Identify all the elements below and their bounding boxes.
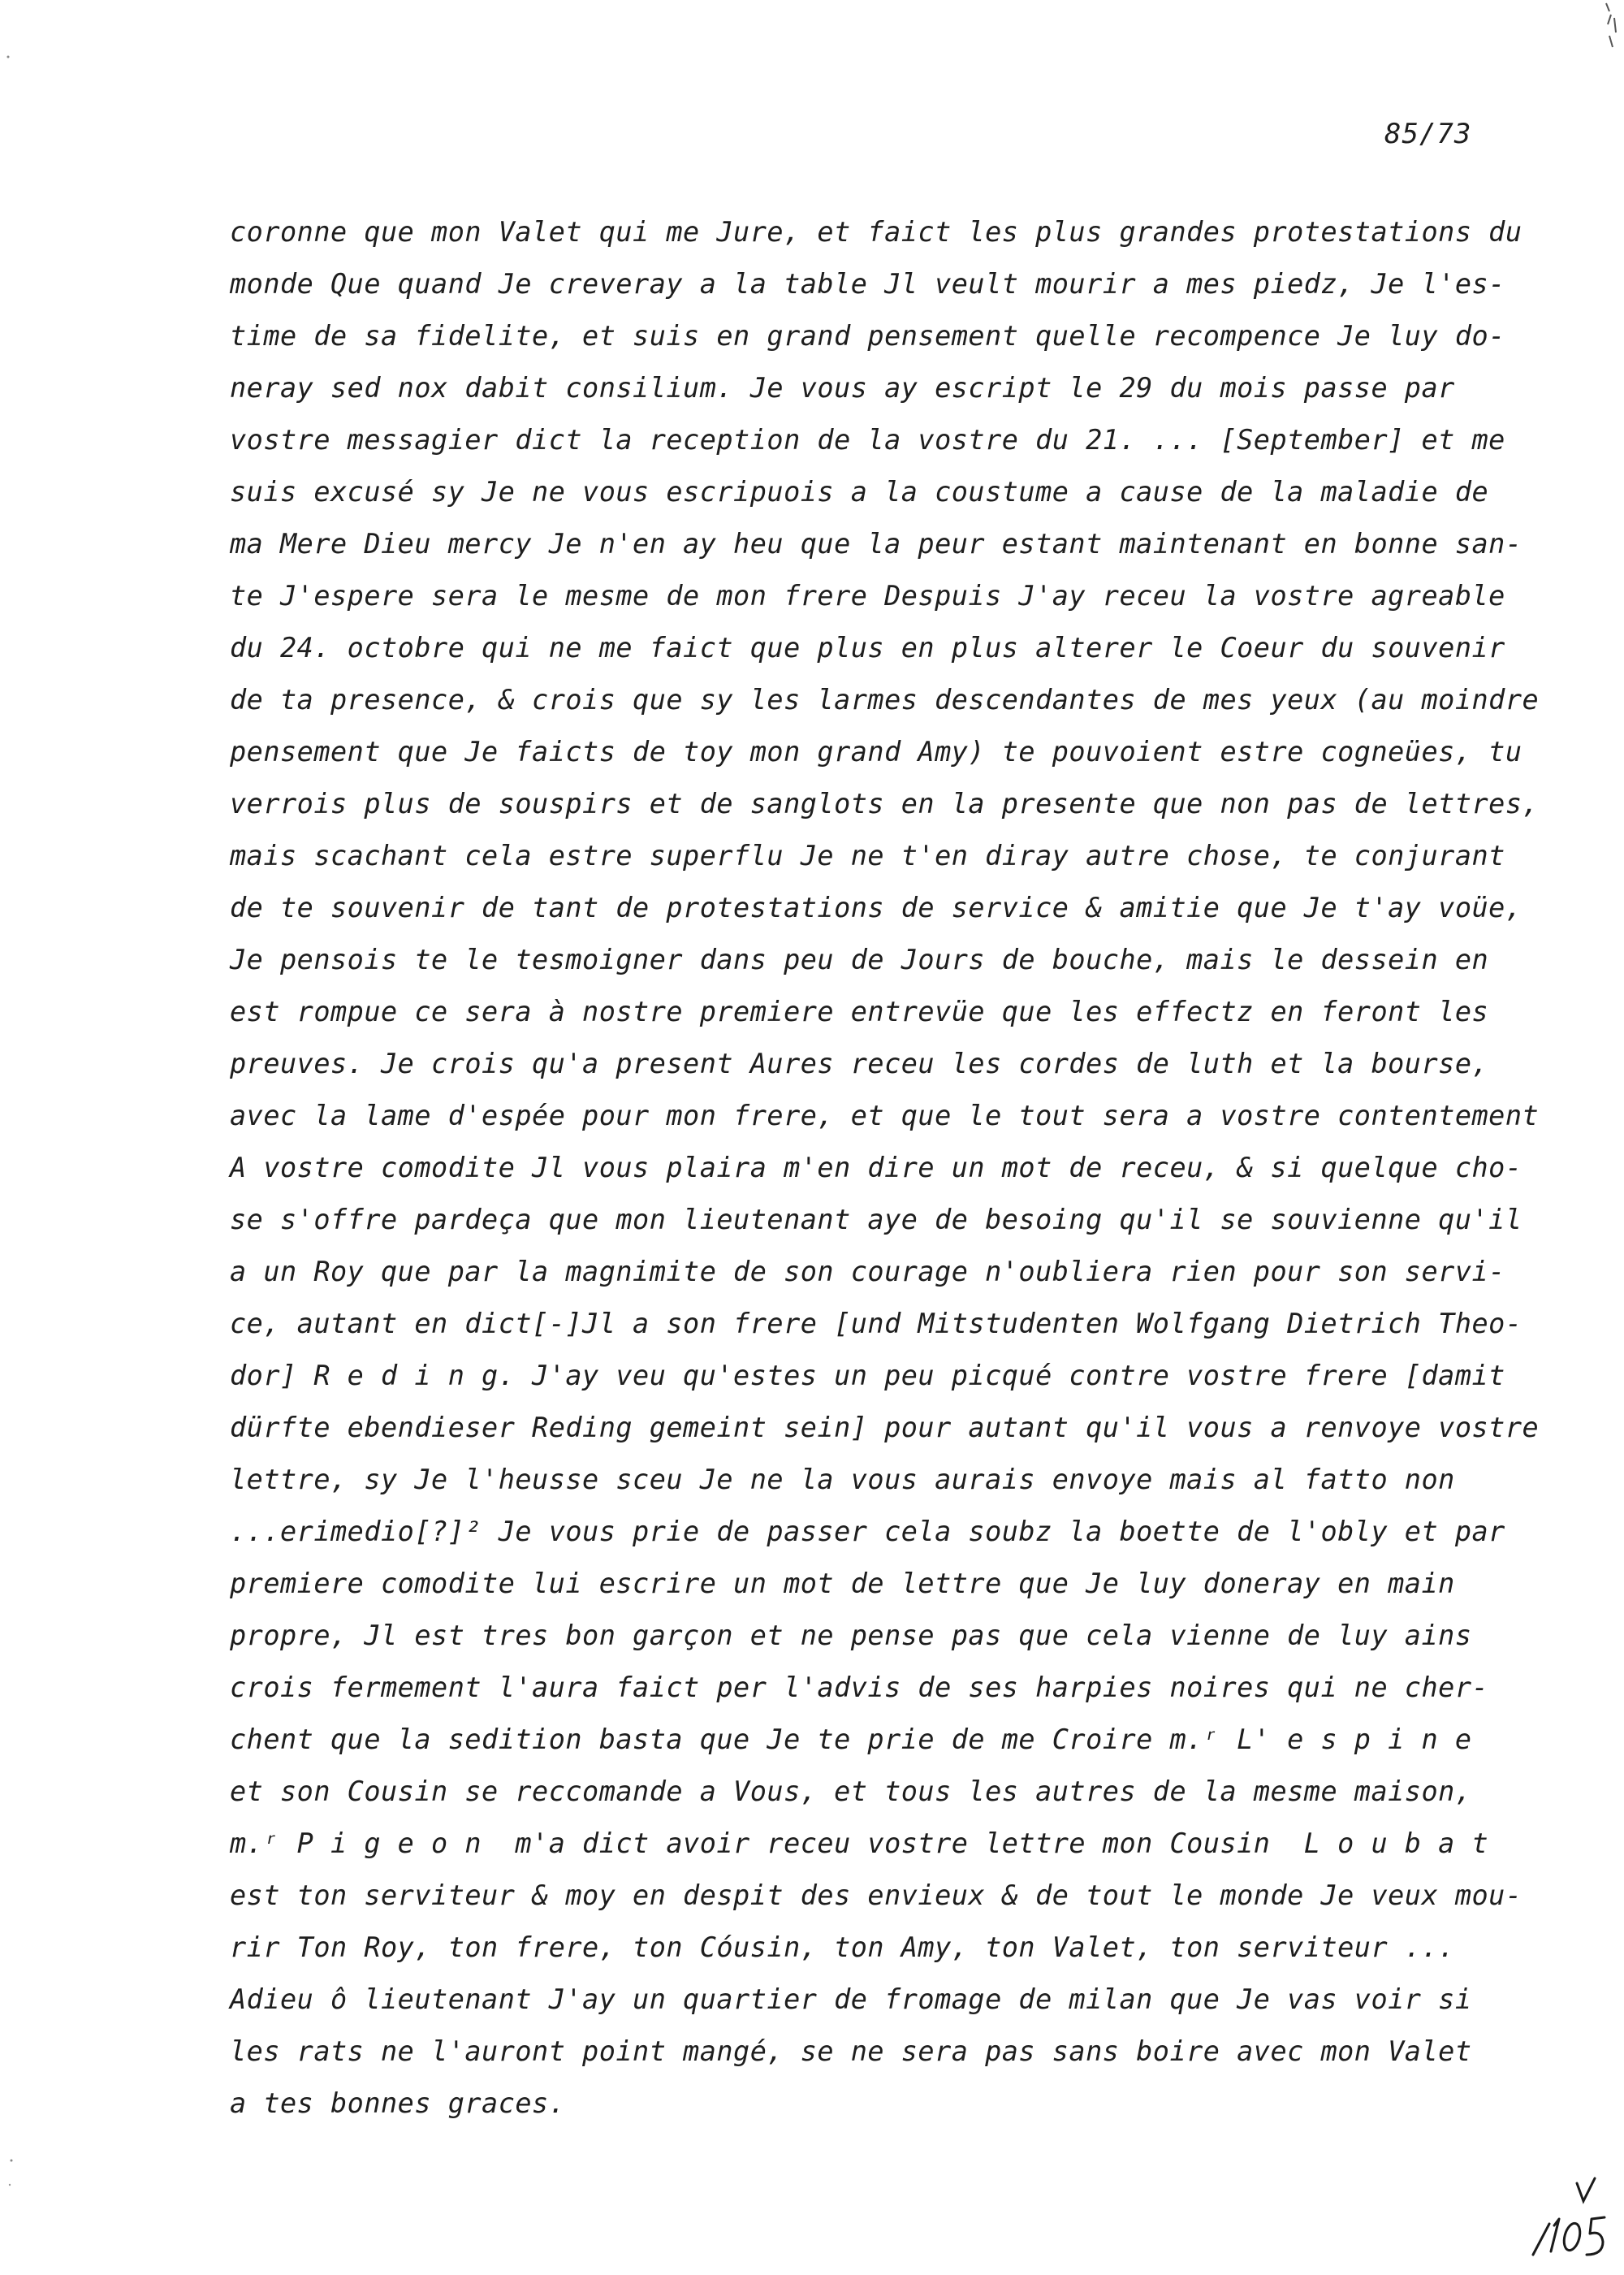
page-number: 85/73	[1384, 118, 1472, 150]
text-line: propre, Jl est tres bon garçon et ne pense pas que cela vienne de luy ains	[230, 1620, 1472, 1651]
scan-edge-mark	[1600, 0, 1624, 57]
text-line: pensement que Je faicts de toy mon grand Amy) te pouvoient estre cogneües, tu	[230, 736, 1522, 768]
text-line: lettre, sy Je l'heusse sceu Je ne la vous aurais envoye mais al fatto non	[230, 1464, 1455, 1495]
text-line: A vostre comodite Jl vous plaira m'en dire un mot de receu, & si quelque cho-	[230, 1152, 1522, 1183]
text-line: ce, autant en dict[-]Jl a son frere [und Mitstudenten Wolfgang Dietrich Theo-	[230, 1308, 1522, 1339]
text-line: dürfte ebendieser Reding gemeint sein] pour autant qu'il vous a renvoye vostre	[230, 1412, 1540, 1443]
text-line: se s'offre pardeça que mon lieutenant aye de besoing qu'il se souvienne qu'il	[230, 1204, 1522, 1235]
text-line: premiere comodite lui escrire un mot de lettre que Je luy doneray en main	[230, 1568, 1455, 1599]
text-line: et son Cousin se reccomande a Vous, et tous les autres de la mesme maison,	[230, 1775, 1472, 1807]
text-line: Je pensois te le tesmoigner dans peu de Jours de bouche, mais le dessein en	[230, 944, 1489, 975]
text-line: te J'espere sera le mesme de mon frere Despuis J'ay receu la vostre agreable	[230, 580, 1505, 612]
text-line: crois fermement l'aura faict per l'advis de ses harpies noires qui ne cher-	[230, 1672, 1489, 1703]
text-line: a tes bonnes graces.	[230, 2087, 566, 2119]
text-line: avec la lame d'espée pour mon frere, et que le tout sera a vostre contentement	[230, 1100, 1540, 1131]
text-line: dor] R e d i n g. J'ay veu qu'estes un peu picqué contre vostre frere [damit	[230, 1360, 1505, 1391]
text-line: suis excusé sy Je ne vous escripuois a la coustume a cause de la maladie de	[230, 476, 1489, 508]
letter-body	[230, 206, 1540, 2130]
text-line: preuves. Je crois qu'a present Aures receu les cordes de luth et la bourse,	[230, 1048, 1489, 1079]
text-line: verrois plus de souspirs et de sanglots en la presente que non pas de lettres,	[230, 788, 1540, 820]
text-line: est rompue ce sera à nostre premiere entrevüe que les effectz en feront les	[230, 996, 1489, 1027]
text-line: Adieu ô lieutenant J'ay un quartier de fromage de milan que Je vas voir si	[230, 1983, 1472, 2015]
text-line: chent que la sedition basta que Je te prie de me Croire m.ʳ L' e s p i n e	[230, 1724, 1472, 1755]
text-line: du 24. octobre qui ne me faict que plus en plus alterer le Coeur du souvenir	[230, 632, 1505, 664]
text-line: mais scachant cela estre superflu Je ne t'en diray autre chose, te conjurant	[230, 840, 1505, 872]
text-line: vostre messagier dict la reception de la vostre du 21. ... [September] et me	[230, 424, 1505, 456]
text-line: est ton serviteur & moy en despit des envieux & de tout le monde Je veux mou-	[230, 1879, 1522, 1911]
text-line: ma Mere Dieu mercy Je n'en ay heu que la peur estant maintenant en bonne san-	[230, 528, 1522, 560]
text-line: neray sed nox dabit consilium. Je vous ay escript le 29 du mois passe par	[230, 372, 1455, 404]
text-line: time de sa fidelite, et suis en grand pensement quelle recompence Je luy do-	[230, 320, 1505, 352]
text-line: les rats ne l'auront point mangé, se ne sera pas sans boire avec mon Valet	[230, 2035, 1472, 2067]
text-line: a un Roy que par la magnimite de son courage n'oubliera rien pour son servi-	[230, 1256, 1505, 1287]
text-line: de te souvenir de tant de protestations de service & amitie que Je t'ay voüe,	[230, 892, 1522, 923]
text-line: m.ʳ P i g e o n m'a dict avoir receu vostre lettre mon Cousin L o u b a t	[230, 1827, 1489, 1859]
scan-edge-specks	[0, 0, 24, 2275]
text-line: coronne que mon Valet qui me Jure, et faict les plus grandes protestations du	[230, 216, 1522, 248]
text-line: rir Ton Roy, ton frere, ton Cóusin, ton Amy, ton Valet, ton serviteur ...	[230, 1931, 1455, 1963]
handwritten-folio-number	[1527, 2177, 1616, 2266]
text-line: monde Que quand Je creveray a la table Jl veult mourir a mes piedz, Je l'es-	[230, 268, 1505, 300]
text-line: ...erimedio[?]² Je vous prie de passer cela soubz la boette de l'obly et par	[230, 1516, 1505, 1547]
text-line: de ta presence, & crois que sy les larmes descendantes de mes yeux (au moindre	[230, 684, 1540, 716]
